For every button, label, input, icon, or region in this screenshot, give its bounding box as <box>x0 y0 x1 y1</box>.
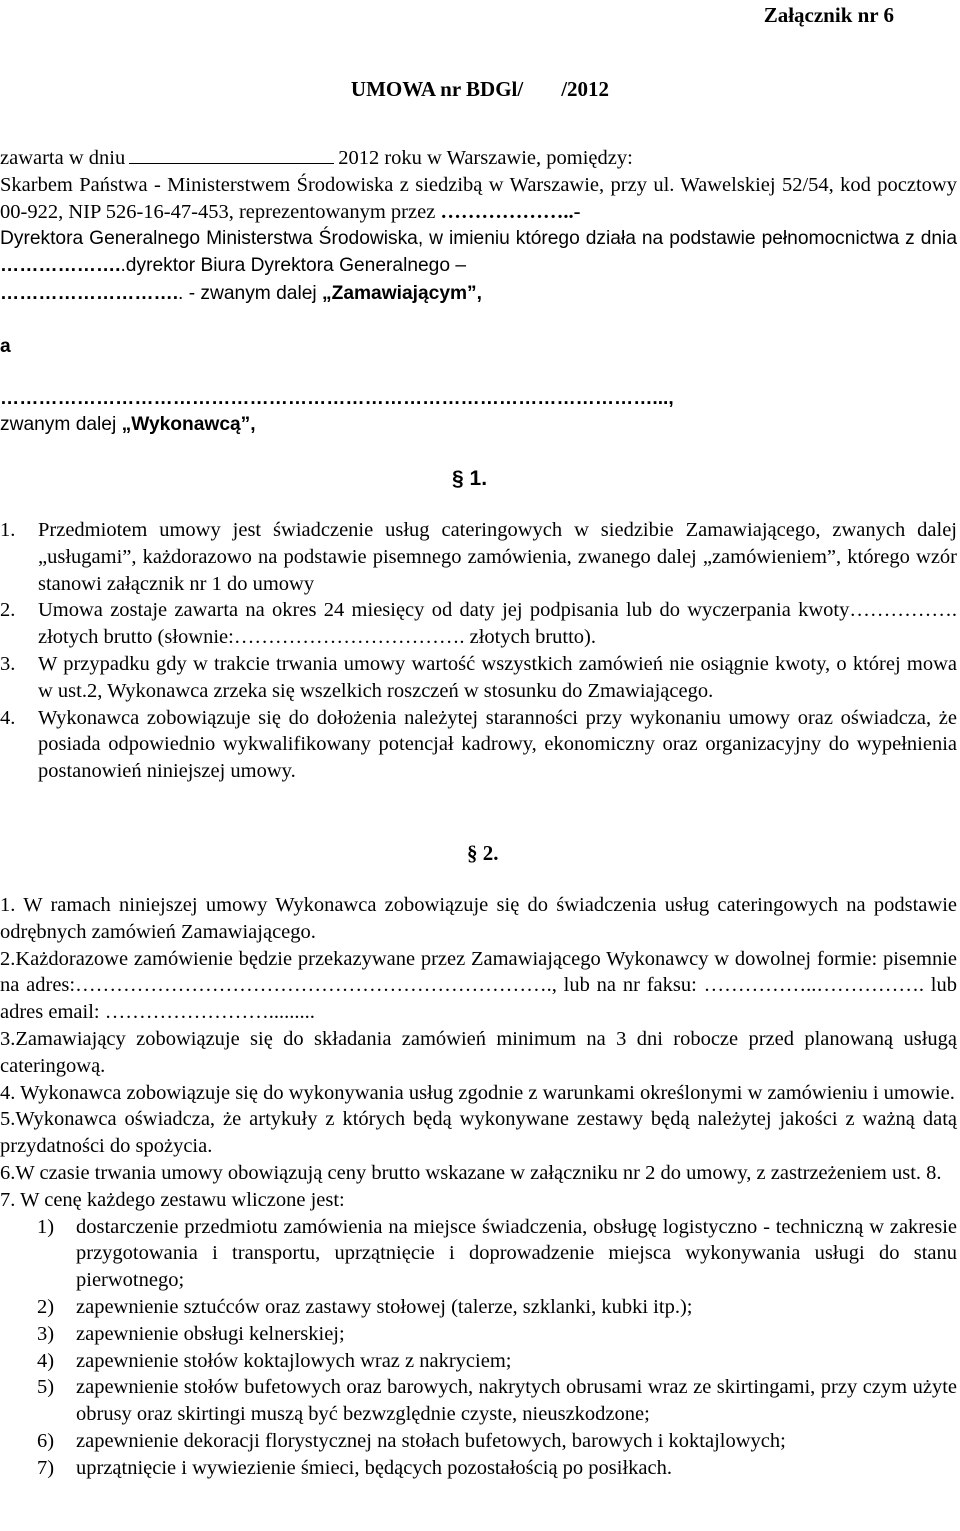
intro-date-label: zawarta w dniu <box>0 147 126 169</box>
section-1-item <box>0 705 957 785</box>
client-alias: „Zamawiającym”, <box>322 283 482 304</box>
power-of-attorney-dots: ………………. <box>0 254 121 276</box>
included-item <box>0 1348 957 1375</box>
intro-place: 2012 roku w Warszawie, pomiędzy: <box>338 147 633 169</box>
included-item <box>0 1214 957 1294</box>
section-2-paragraph-2: 2.Każdorazowe zamówienie będzie przekazywane przez Zamawiającego Wykonawcy w dowolnej formie: pisemnie na adres:……………………………………………………………., lub na nr faksu: ……………..……………. lub adres email: ……………………......... <box>0 947 957 1024</box>
subitem-number: 2) <box>37 1295 55 1318</box>
contractor-alias: „Wykonawcą”, <box>121 414 256 435</box>
item-text: Umowa zostaje zawarta na okres 24 miesięcy od daty jej podpisania lub do wyczerpania kwoty……………. złotych brutto (słownie:……………………………. złotych brutto). <box>38 599 957 649</box>
party-1-description: Skarbem Państwa - Ministerstwem Środowiska z siedzibą w Warszawie, przy ul. Wawelskiej 52/54, kod pocztowy 00-922, NIP 526-16-47-453, reprezentowanym przez <box>0 174 957 223</box>
title-left: UMOWA nr BDGl/ <box>350 77 524 101</box>
included-item <box>0 1455 957 1482</box>
section-2-paragraph-3: 3.Zamawiający zobowiązuje się do składania zamówień minimum na 3 dni robocze przed planowaną usługą cateringową. <box>0 1027 957 1077</box>
title-right: /2012 <box>561 77 610 101</box>
subitem-number: 3) <box>37 1322 55 1345</box>
subitem-text: uprzątnięcie i wywiezienie śmieci, będących pozostałością po posiłkach. <box>76 1456 672 1479</box>
section-1-item <box>0 517 957 597</box>
intro-line-1 <box>0 145 957 172</box>
subitem-number: 7) <box>37 1456 55 1479</box>
subitem-text: zapewnienie dekoracji florystycznej na stołach bufetowych, barowych i koktajlowych; <box>76 1429 786 1452</box>
section-2-paragraph-5: 5.Wykonawca oświadcza, że artykuły z których będą wykonywane zestawy będą należytej jakości z ważną datą przydatności do spożycia. <box>0 1108 957 1158</box>
subitem-number: 4) <box>37 1349 55 1372</box>
item-number: 3. <box>0 652 16 675</box>
section-2-paragraph-1: 1. W ramach niniejszej umowy Wykonawca zobowiązuje się do świadczenia usług cateringowych na podstawie odrębnych zamówień Zamawiającego. <box>0 894 957 943</box>
section-1-item <box>0 651 957 705</box>
intro-director <box>0 226 957 280</box>
subitem-number: 1) <box>37 1215 55 1238</box>
client-dots: ………………………. <box>0 283 179 304</box>
item-text: Wykonawca zobowiązuje się do dołożenia należytej staranności przy wykonaniu umowy oraz oświadcza, że posiada odpowiednio wykwalifikowany potencjał kadrowy, ekonomiczny oraz organizacyjny do wypełnienia postanowień niniejszej umowy. <box>38 706 957 783</box>
subitem-number: 5) <box>37 1376 55 1399</box>
conjunction-a: a <box>0 336 11 357</box>
included-items-list <box>0 1214 957 1482</box>
representative-dots: ………………..- <box>440 200 581 223</box>
client-alias-label: . - zwanym dalej <box>178 283 317 304</box>
director-office: .dyrektor Biura Dyrektora Generalnego – <box>120 254 467 276</box>
item-number: 4. <box>0 706 16 729</box>
subitem-text: zapewnienie stołów bufetowych oraz barowych, nakrytych obrusami wraz ze skirtingami, przy czym użyte obrusy oraz skirtingi muszą być bezwzględnie czyste, nieuszkodzone; <box>76 1376 957 1426</box>
contractor-dots: …………………………………………………………………………………………..., <box>0 388 674 409</box>
section-2-paragraph-4: 4. Wykonawca zobowiązuje się do wykonywania usług zgodnie z warunkami określonymi w zamówieniu i umowie. <box>0 1081 955 1104</box>
section-1-heading: § 1. <box>452 467 488 490</box>
subitem-text: zapewnienie sztućców oraz zastawy stołowej (talerze, szklanki, kubki itp.); <box>76 1295 693 1318</box>
included-item <box>0 1428 957 1455</box>
subitem-text: dostarczenie przedmiotu zamówienia na miejsce świadczenia, obsługę logistyczno - techniczną w zakresie przygotowania i transportu, uprzątnięcie i doprowadzenie miejsca wykonywania usługi do stanu pierwotnego; <box>76 1215 957 1292</box>
date-blank <box>129 145 334 164</box>
item-number: 2. <box>0 599 16 622</box>
section-1-item <box>0 597 957 651</box>
section-2-paragraph-6: 6.W czasie trwania umowy obowiązują ceny brutto wskazane w załączniku nr 2 do umowy, z zastrzeżeniem ust. 8. <box>0 1161 942 1184</box>
subitem-text: zapewnienie stołów koktajlowych wraz z nakryciem; <box>76 1349 512 1372</box>
intro-party-1 <box>0 172 957 226</box>
included-item <box>0 1321 957 1348</box>
section-1-list <box>0 517 957 785</box>
item-text: Przedmiotem umowy jest świadczenie usług cateringowych w siedzibie Zamawiającego, zwanych dalej „usługami”, każdorazowo na podstawie pisemnego zamówienia, zwanego dalej „zamówieniem”, którego wzór stanowi załącznik nr 1 do umowy <box>38 519 957 595</box>
contractor-alias-line <box>0 412 957 439</box>
subitem-text: zapewnienie obsługi kelnerskiej; <box>76 1322 345 1345</box>
item-text: W przypadku gdy w trakcie trwania umowy wartość wszystkich zamówień nie osiągnie kwoty, o której mowa w ust.2, Wykonawca zrzeka się wszelkich roszczeń w stosunku do Zmawiającego. <box>38 652 957 702</box>
section-2-paragraph-7: 7. W cenę każdego zestawu wliczone jest: <box>0 1188 345 1211</box>
section-2-heading: § 2. <box>467 841 499 865</box>
attachment-label: Załącznik nr 6 <box>763 3 894 27</box>
contractor-alias-label: zwanym dalej <box>0 414 117 435</box>
intro-client-alias <box>0 281 957 308</box>
subitem-number: 6) <box>37 1429 55 1452</box>
section-2-body <box>0 892 957 1482</box>
item-number: 1. <box>0 519 16 541</box>
included-item <box>0 1374 957 1428</box>
included-item <box>0 1294 957 1321</box>
contract-title <box>0 74 960 104</box>
director-text: Dyrektora Generalnego Ministerstwa Środowiska, w imieniu którego działa na podstawie pełnomocnictwa z dnia <box>0 228 957 249</box>
